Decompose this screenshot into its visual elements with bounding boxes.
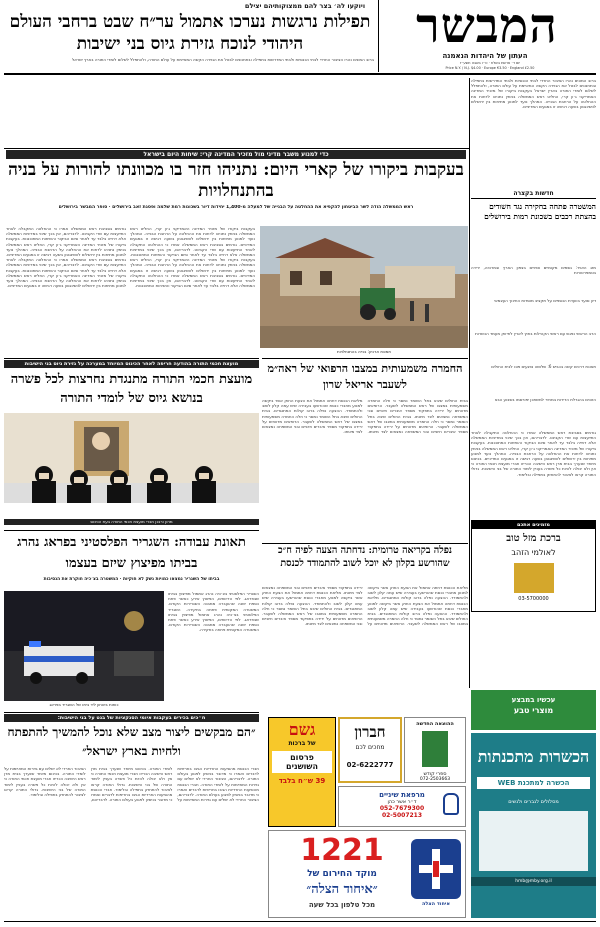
top-story-body: ברוב המונים נהרו הציבור החרדי לבתי הכנסיות ולבתי המדרשות בתפילה ובתחנונים לבטל את הגזירה הקשה המאיימת על עולם התורה, ולהתפלל לשלום לומדי התורה בארץ ישראל — [71, 58, 374, 62]
ad-rain[interactable] — [268, 717, 336, 827]
accident-photo-caption: כוחות ביטחון ליד ביתו של השגריר בפראג — [49, 702, 119, 707]
sidebar — [471, 78, 596, 188]
star-of-life-icon — [411, 839, 461, 899]
religious-rule — [4, 712, 259, 713]
main-story-headline[interactable]: בעקבות ביקורו של קארי היום: נתניהו חזר בו מכוונתו להורות על בניה בהתנחלויות — [8, 160, 464, 201]
terror-headline[interactable]: נפלה בקריאה טרומית: נדחתה הצעה לפיה ח״כ שהורשע בקלון לא יוכל לשוב להתמודד לכנסת — [278, 545, 452, 569]
council-rule — [4, 358, 259, 359]
top-tagline: ויוקעו לה׳ בצר להם ממצוקותיהם יצילם — [244, 2, 366, 10]
main-story-summary: ראש הממשלה הודה לשר הביטחון להקפיא את ההחלטה על הבנייה של למעלה מ-1,400 יחידות דיור בשכונות רמת שלמה ופסגת זאב בירושלים · סופר המבשר בירושלים — [58, 205, 414, 210]
masthead-date: יום ד׳ פרשת בשלח · ט״ו בשבט תשע״ז — [459, 61, 521, 65]
main-story-photo-caption: תמונת ארכיון: בנייה בהתנחלויות — [336, 349, 391, 354]
ad-kashrut-list — [479, 811, 588, 871]
health-body: בבית החולים שיבא בתל השומר נמסר כי חלה החמרה משמעותית במצבו של ראש הממשלה לשעבר. הרופאים מדווחים על ירידה בתפקוד מספר איברים חיוניים ובני המשפחה נמצאים לצד מיטתו. בבית החולים שיבא בתל השומר נמסר כי חלה החמרה משמעותית במצבו של ראש הממשלה לשעבר. הרופאים מדווחים על ירידה בתפקוד מספר איברים חיוניים ובני המשפחה נמצאים לצד מיטתו. מליאת הכנסת דחתה אתמול את הצעת החוק אשר ביקשה למנוע מחברי כנסת שהורשעו בעבירה שיש עמה קלון לשוב ולהתמודד. ההצעה נפלה ברוב קולות המתנגדים. בבית החולים שיבא בתל השומר נמסר כי חלה החמרה משמעותית במצבו של ראש הממשלה לשעבר. הרופאים מדווחים על ירידה בתפקוד מספר איברים חיוניים ובני המשפחה נמצאים לצד מיטתו. — [262, 398, 468, 435]
council-photo — [4, 413, 259, 518]
masthead-subtitle: העתון של היהדות הנאמנה — [442, 52, 528, 60]
ad-rain-price: 39 ש״ח בלבד — [278, 777, 326, 785]
ad-wedding-box — [514, 563, 554, 593]
ad-wedding-line1: ברכת מזל טוב — [506, 533, 561, 544]
ad-1221-line2: ״איחוד הצלה״ — [306, 882, 378, 897]
ad-1221[interactable] — [268, 830, 466, 918]
ad-1221-line1: מוקד החירום של — [307, 869, 377, 879]
ad-rain-line1: של ברכות — [288, 740, 316, 747]
ad-hebron[interactable] — [338, 717, 402, 783]
police-night-photo — [4, 591, 164, 701]
main-story-col1: בעקבות ביקורו של מזכיר המדינה האמריקני ג׳ון קרי, החליט ראש הממשלה בנימין נתניהו לדחות את ההחלטה על הרחבת הבנייה. המהלך נועד למנוע מתיחות בין ירושלים לוושינגטון בשעה רגישה זו במגעים המדיניים. גורמים בסביבת ראש הממשלה אמרו כי ההחלטה התקבלה לאחר התייעצות עם שרי הקבינט. לדבריהם, אין בכך שינוי במדיניות הממשלה אלא דחייה בלבד עד לאחר סיום הביקור והשיחות המתוכננות. בעקבות ביקורו של מזכיר המדינה האמריקני ג׳ון קרי, החליט ראש הממשלה בנימין נתניהו לדחות את ההחלטה על הרחבת הבנייה. המהלך נועד למנוע מתיחות בין ירושלים לוושינגטון בשעה רגישה זו במגעים המדיניים. גורמים בסביבת ראש הממשלה אמרו כי ההחלטה התקבלה לאחר התייעצות עם שרי הקבינט. לדבריהם, אין בכך שינוי במדיניות הממשלה אלא דחייה בלבד עד לאחר סיום הביקור והשיחות המתוכננות. — [130, 226, 255, 289]
accident-body: השגריר הפלסטיני בצ׳כיה נהרג אתמול מפיצוץ בביתו שבפראג. לפי הדיווחים, הפיצוץ אירע כאשר פתח כספת ישנה שהועברה ממבנה השגרירות הקודם. המשטרה המקומית פתחה בחקירה. השגריר הפלסטיני בצ׳כיה נהרג אתמול מפיצוץ בביתו שבפראג. לפי הדיווחים, הפיצוץ אירע כאשר פתח כספת ישנה שהועברה ממבנה השגרירות הקודם. המשטרה המקומית פתחה בחקירה. — [168, 591, 259, 633]
brief-item-5: הזוכים בהגרלת הדירות במחיר למשתכן יפורסמו בשבוע הבא — [494, 397, 596, 402]
ad-book[interactable] — [404, 717, 466, 783]
sidebar-top-text: ברוב המונים נהרו הציבור החרדי לבתי הכנסיות ולבתי המדרשות בתפילה ובתחנונים לבטל את הגזירה הקשה המאיימת על עולם התורה, ולהתפלל לשלום לומדי התורה בארץ ישראל בעקבות ביקורו של מזכיר המדינה האמריקני ג׳ון קרי, החליט ראש הממשלה בנימין נתניהו לדחות את ההחלטה על הרחבת הבנייה. המהלך נועד למנוע מתיחות בין ירושלים לוושינגטון בשעה רגישה זו במגעים המדיניים. — [471, 78, 596, 110]
accident-photo — [4, 591, 164, 701]
brief-item-2: דיון סוער בוועדת הכספים על תקציב מוסדות החינוך העצמאי — [494, 298, 596, 303]
ad-dental-phone2: 02-5007213 — [381, 812, 423, 819]
rabbis-photo — [4, 413, 259, 518]
ad-book-line: ספרי קודש — [423, 771, 447, 777]
masthead-rule — [4, 73, 596, 75]
accident-rule — [4, 530, 259, 531]
ad-dental-title: מרפאת שיניים — [379, 791, 425, 799]
masthead-logo: המבשר — [416, 0, 558, 52]
main-story-col2: גורמים בסביבת ראש הממשלה אמרו כי ההחלטה התקבלה לאחר התייעצות עם שרי הקבינט. לדבריהם, אין בכך שינוי במדיניות הממשלה אלא דחייה בלבד עד לאחר סיום הביקור והשיחות המתוכננות. בעקבות ביקורו של מזכיר המדינה האמריקני ג׳ון קרי, החליט ראש הממשלה בנימין נתניהו לדחות את ההחלטה על הרחבת הבנייה. המהלך נועד למנוע מתיחות בין ירושלים לוושינגטון בשעה רגישה זו במגעים המדיניים. גורמים בסביבת ראש הממשלה אמרו כי ההחלטה התקבלה לאחר התייעצות עם שרי הקבינט. לדבריהם, אין בכך שינוי במדיניות הממשלה אלא דחייה בלבד עד לאחר סיום הביקור והשיחות המתוכננות. בעקבות ביקורו של מזכיר המדינה האמריקני ג׳ון קרי, החליט ראש הממשלה בנימין נתניהו לדחות את ההחלטה על הרחבת הבנייה. המהלך נועד למנוע מתיחות בין ירושלים לוושינגטון בשעה רגישה זו במגעים המדיניים. — [6, 226, 126, 289]
ad-1221-number: 1221 — [300, 833, 384, 868]
brief-item-0[interactable]: המשטרה פתחה בחקירה נגד חשודים בהצתת רכבים בשכונת רמות בירושלים — [484, 202, 596, 221]
ad-kashrut-subtitle: הכשרה למתכנת WEB — [477, 777, 590, 789]
tooth-icon — [443, 793, 459, 815]
ad-wedding-title: מזמינים אתכם — [472, 521, 595, 529]
sidebar-divider — [469, 78, 470, 688]
council-photo-caption: מרנן ורבנן חברי מועצת חכמי התורה בעת הכינוס — [4, 519, 259, 525]
main-story-kicker: כדי למנוע משבר מדיני מול מזכיר המדינה קרי: שיחות היום בישראל — [6, 150, 466, 159]
ad-book-image — [422, 731, 448, 767]
ad-1221-logo: איחוד הצלה — [421, 901, 451, 907]
ad-rain-line2: פרסום השושנים — [272, 751, 332, 773]
religious-headline[interactable]: ״הם מבקשים ליצור מצב שלא נוכל להמשיך להתפתח ולחיות בארץ ישראל״ — [7, 725, 256, 758]
council-headline-visible[interactable]: מועצת חכמי התורה מתנגדת נחרצות לכל פשרה בנושא גיוס של לומדי התורה — [10, 372, 253, 406]
page-bottom-rule — [4, 921, 596, 922]
ad-1221-line3: מכל טלפון בכל שעה — [308, 901, 376, 909]
ad-green-line: מוצרי טבע — [513, 706, 554, 715]
ad-green[interactable] — [471, 690, 596, 730]
terror-rule — [262, 543, 468, 544]
ad-dental[interactable] — [338, 786, 466, 827]
masthead — [0, 0, 600, 72]
accident-headline[interactable]: תאונת עבודה: השגריר הפלסטיני בפראג נהרג בביתו מפיצוץ שיזם בעצמו — [17, 535, 246, 571]
construction-photo — [260, 226, 468, 348]
ad-wedding-phone: 03-5700000 — [518, 596, 549, 602]
main-story-photo — [260, 226, 468, 348]
brief-item-1: מזג האויר: גשמים מקומיים צפויים בצפון הארץ ובמרכזה, ירידה בטמפרטורות — [471, 265, 596, 276]
masthead-prices: Price N.Y. / N.J. $4.00 · Europe €3.50 · England £2.50 — [445, 66, 535, 70]
main-story-rule — [4, 148, 469, 149]
ad-dental-phone1: 052-7679300 — [379, 805, 425, 812]
ad-green-title: עכשיו במבצע — [511, 696, 556, 704]
health-headline[interactable]: החמרה משמעותית במצבו הרפואי של ראה״מ לשעבר אריאל שרון — [267, 362, 463, 391]
ad-kashrut-contact: hmb@mby.org.il — [471, 877, 596, 886]
brief-filler: גורמים בסביבת ראש הממשלה אמרו כי ההחלטה התקבלה לאחר התייעצות עם שרי הקבינט. לדבריהם, אין בכך שינוי במדיניות הממשלה אלא דחייה בלבד עד לאחר סיום הביקור והשיחות המתוכננות. בעקבות ביקורו של מזכיר המדינה האמריקני ג׳ון קרי, החליט ראש הממשלה בנימין נתניהו לדחות את ההחלטה על הרחבת הבנייה. המהלך נועד למנוע מתיחות בין ירושלים לוושינגטון בשעה רגישה זו במגעים המדיניים. בכינוס מיוחד שנערך בבית מרן ראש הישיבה הכריזו חברי מועצת חכמי התורה כי אין ולא יכולה להיות כל פשרה בעניין לימוד התורה של בני הישיבות. גדולי התורה קראו לציבור להתחזק בתפילה ובלימוד. — [471, 430, 596, 477]
brief-item-4: תאונת דרכים קשה בכביש 6: שלושה נפגעים פונו לבית החולים — [491, 364, 596, 369]
ad-kashrut-title: הכשרות מתכנתות — [477, 747, 590, 766]
ad-hebron-phone: 02-6222777 — [346, 761, 394, 769]
top-story-headline[interactable]: תפילות נרגשות נערכו אתמול ער״ח שבט ברחבי העולם היהודי לנוכח גזירת גיוס בני ישיבות — [9, 12, 371, 54]
ad-wedding[interactable] — [471, 520, 596, 612]
ad-rain-title: גשם — [288, 720, 316, 739]
brief-news-title: חדשות בקצרה — [471, 190, 596, 199]
ad-kashrut-line: מסלולים לגברים ולנשים — [508, 799, 559, 805]
council-kicker-visible: מועצת חכמי התורה בהודעה חריפה לאחר הכינוס המיוחד במערכה על גזירת גיוס בני הישיבות — [4, 360, 259, 368]
ad-kashrut[interactable] — [471, 733, 596, 918]
health-rule — [262, 358, 468, 359]
religious-body: חברי הכנסת מהסיעות החרדיות הגיבו בחריפות לדברים ואמרו כי מדובר בניסיון לפגוע בעולם התורה. לדבריהם, הציבור החרדי לא ישלים עם גזירות המאיימות על לומדי התורה. חברי הכנסת מהסיעות החרדיות הגיבו בחריפות לדברים ואמרו כי מדובר בניסיון לפגוע בעולם התורה. לדבריהם, הציבור החרדי לא ישלים עם גזירות המאיימות על לומדי התורה. בכינוס מיוחד שנערך בבית מרן ראש הישיבה הכריזו חברי מועצת חכמי התורה כי אין ולא יכולה להיות כל פשרה בעניין לימוד התורה של בני הישיבות. גדולי התורה קראו לציבור להתחזק בתפילה ובלימוד. חברי הכנסת מהסיעות החרדיות הגיבו בחריפות לדברים ואמרו כי מדובר בניסיון לפגוע בעולם התורה. לדבריהם, הציבור החרדי לא ישלים עם גזירות המאיימות על לומדי התורה. בכינוס מיוחד שנערך בבית מרן ראש הישיבה הכריזו חברי מועצת חכמי התורה כי אין ולא יכולה להיות כל פשרה בעניין לימוד התורה של בני הישיבות. גדולי התורה קראו לציבור להתחזק בתפילה ובלימוד. — [4, 766, 259, 803]
terror-body: מליאת הכנסת דחתה אתמול את הצעת החוק אשר ביקשה למנוע מחברי כנסת שהורשעו בעבירה שיש עמה קלון לשוב ולהתמודד. ההצעה נפלה ברוב קולות המתנגדים. מליאת הכנסת דחתה אתמול את הצעת החוק אשר ביקשה למנוע מחברי כנסת שהורשעו בעבירה שיש עמה קלון לשוב ולהתמודד. ההצעה נפלה ברוב קולות המתנגדים. בבית החולים שיבא בתל השומר נמסר כי חלה החמרה משמעותית במצבו של ראש הממשלה לשעבר. הרופאים מדווחים על ירידה בתפקוד מספר איברים חיוניים ובני המשפחה נמצאים לצד מיטתו. מליאת הכנסת דחתה אתמול את הצעת החוק אשר ביקשה למנוע מחברי כנסת שהורשעו בעבירה שיש עמה קלון לשוב ולהתמודד. ההצעה נפלה ברוב קולות המתנגדים. בבית החולים שיבא בתל השומר נמסר כי חלה החמרה משמעותית במצבו של ראש הממשלה לשעבר. הרופאים מדווחים על ירידה בתפקוד מספר איברים חיוניים ובני המשפחה נמצאים לצד מיטתו. — [262, 585, 468, 627]
ad-book-title: ההוצאה החדשה — [416, 721, 454, 727]
ad-wedding-line2: לאולמי הזהב — [511, 548, 556, 557]
religious-kicker: ח״כים בכירים בעקבות איומי הסנקציות של בנט על בני הישיבות: — [4, 714, 259, 722]
masthead-divider — [378, 0, 379, 72]
brief-item-3: הרב הראשי נפגש עם ראשי הקהילות בחוץ לארץ לחיזוק מעמד הכשרות — [475, 331, 596, 336]
ad-hebron-line: מחכים לכם — [355, 744, 385, 751]
ad-hebron-title: חברון — [354, 723, 386, 741]
ad-dental-line: ד״ר אשר כהן — [387, 799, 417, 805]
accident-summary: בביתו של השגריר נמצאו כמויות נשק לא חוקיות · המשטרה בצ׳כיה חוקרת את הנסיבות — [43, 577, 220, 582]
ad-book-phone: 072-2503663 — [419, 777, 451, 782]
brief-news — [471, 190, 596, 540]
